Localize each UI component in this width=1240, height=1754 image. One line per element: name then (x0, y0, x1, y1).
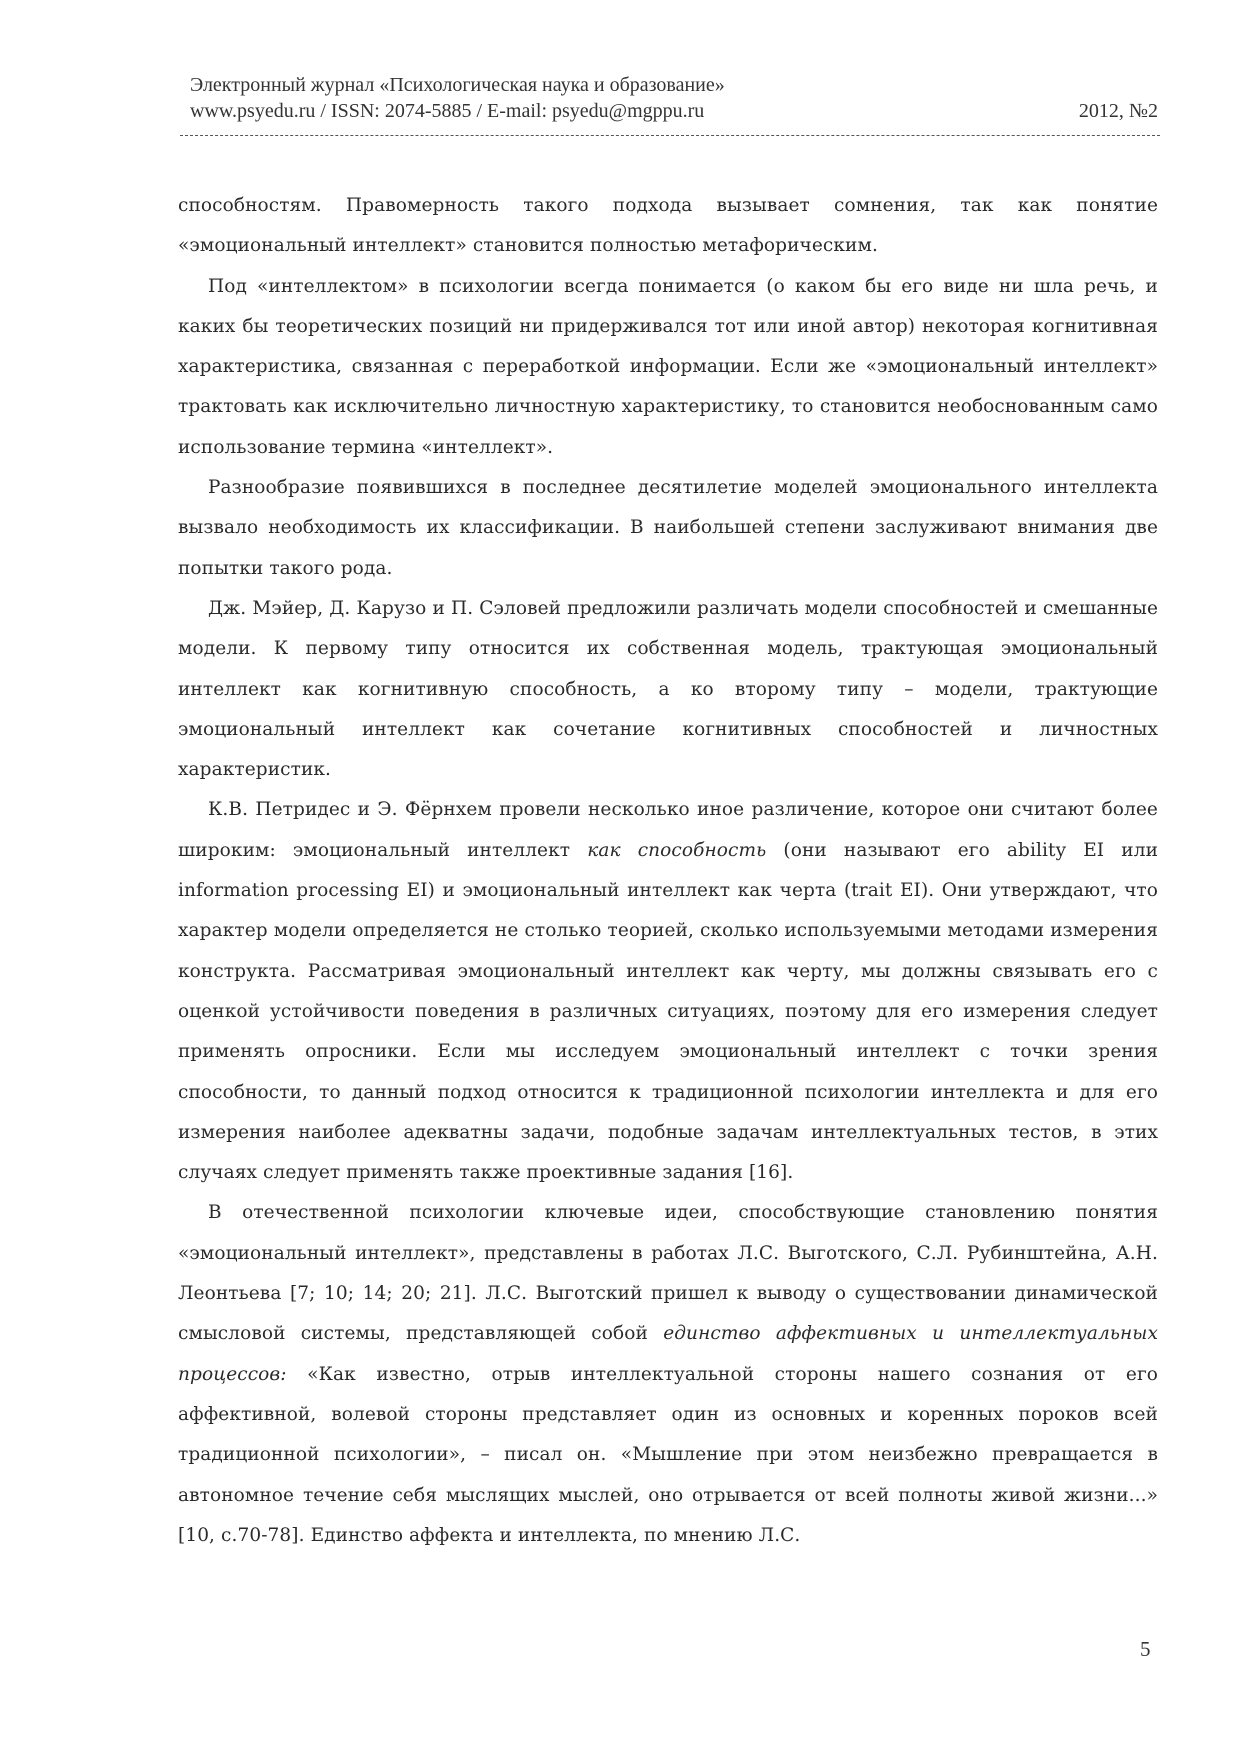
running-header (190, 72, 1158, 124)
journal-contacts: www.psyedu.ru / ISSN: 2074-5885 / E-mail: psyedu@mgppu.ru (190, 100, 705, 122)
paragraph-6 (178, 1193, 1158, 1556)
page-number: 5 (1140, 1637, 1151, 1661)
paragraph-5-text-a: К.В. Петридес и Э. Фёрнхем провели несколько иное различение, которое они считают более широким: эмоциональный интеллект (178, 799, 1158, 861)
header-contacts-row (190, 98, 1158, 124)
paragraph-6-text-b: «Как известно, отрыв интеллектуальной стороны нашего сознания от его аффективной, волевой стороны представляет один из основных и коренных пороков всей традиционной психологии», – писал он. «Мышление при этом неизбежно превращается в автономное течение себя мыслящих мыслей, оно отрывается от всей полноты живой жизни...» [10, с.70-78]. Единство аффекта и интеллекта, по мнению Л.С. (178, 1363, 1158, 1546)
paragraph-3: Разнообразие появившихся в последнее десятилетие моделей эмоционального интеллекта вызвало необходимость их классификации. В наибольшей степени заслуживают внимания две попытки такого рода. (178, 477, 1158, 579)
paragraph-2: Под «интеллектом» в психологии всегда понимается (о каком бы его виде ни шла речь, и каких бы теоретических позиций ни придерживался тот или иной автор) некоторая когнитивная характеристика, связанная с переработкой информации. Если же «эмоциональный интеллект» трактовать как исключительно личностную характеристику, то становится необоснованным само использование термина «интеллект». (178, 275, 1158, 458)
paragraph-4: Дж. Мэйер, Д. Карузо и П. Сэловей предложили различать модели способностей и смешанные модели. К первому типу относится их собственная модель, трактующая эмоциональный интеллект как когнитивную способность, а ко второму типу – модели, трактующие эмоциональный интеллект как сочетание когнитивных способностей и личностных характеристик. (178, 597, 1158, 781)
paragraph-5-emphasis: как способность (587, 839, 767, 861)
paragraph-6-emphasis: единство аффективных и интеллектуальных процессов: (178, 1323, 1158, 1385)
journal-title: Электронный журнал «Психологическая наука и образование» (190, 74, 725, 96)
article-body (178, 186, 1158, 1556)
paragraph-1: способностям. Правомерность такого подхода вызывает сомнения, так как понятие «эмоциональный интеллект» становится полностью метафорическим. (178, 195, 1158, 257)
issue-number: 2012, №2 (1078, 100, 1158, 122)
paragraph-5 (178, 790, 1158, 1193)
header-divider (180, 135, 1160, 136)
paragraph-6-text-a: В отечественной психологии ключевые идеи, способствующие становлению понятия «эмоциональный интеллект», представлены в работах Л.С. Выготского, С.Л. Рубинштейна, А.Н. Леонтьева [7; 10; 14; 20; 21]. Л.С. Выготский пришел к выводу о существовании динамической смысловой системы, представляющей собой (178, 1202, 1158, 1345)
paragraph-5-text-b: (они называют его ability EI или information processing EI) и эмоциональный интеллект как черта (trait EI). Они утверждают, что характер модели определяется не столько теорией, сколько используемыми методами измерения конструкта. Рассматривая эмоциональный интеллект как черту, мы должны связывать его с оценкой устойчивости поведения в различных ситуациях, поэтому для его измерения следует применять опросники. Если мы исследуем эмоциональный интеллект с точки зрения способности, то данный подход относится к традиционной психологии интеллекта и для его измерения наиболее адекватны задачи, подобные задачам интеллектуальных тестов, в этих случаях следует применять также проективные задания [16]. (178, 839, 1159, 1184)
